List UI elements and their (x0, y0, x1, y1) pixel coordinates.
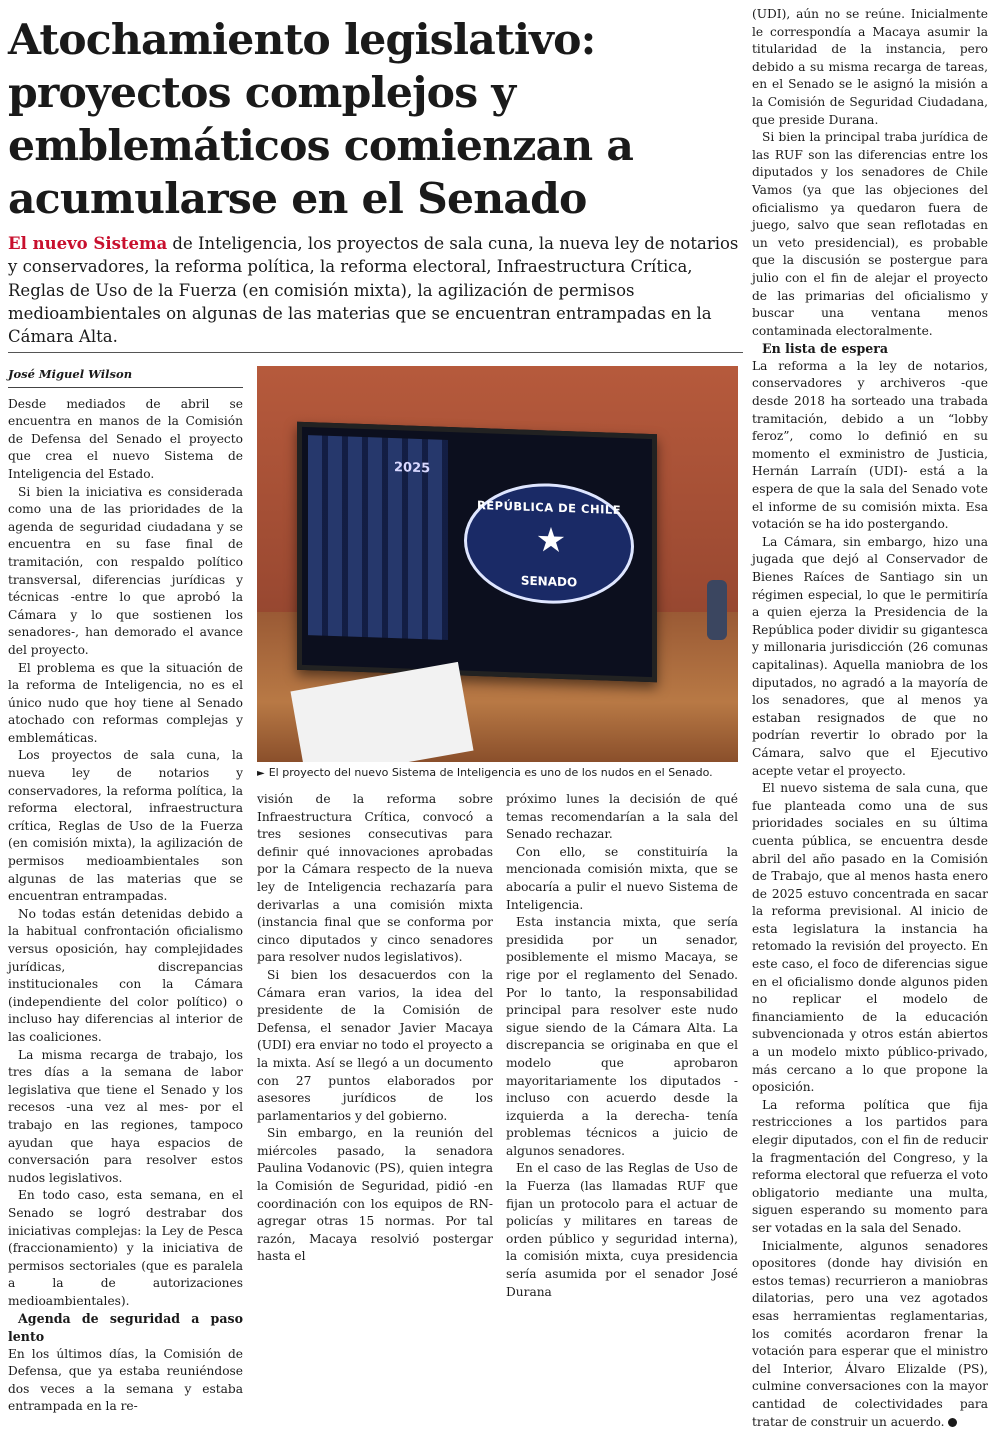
paragraph: La misma recarga de trabajo, los tres días a la semana de labor legislativa que tiene el Senado y los recesos -una vez al mes- por el trabajo en las regiones, tampoco ayudan que haya espacios de conversación para resolver estos nudos legislativos. (8, 1047, 243, 1185)
paragraph: Desde mediados de abril se encuentra en manos de la Comisión de Defensa del Senado el proyecto que crea el nuevo Sistema de Inteligencia del Estado. (8, 396, 243, 481)
paragraph: próximo lunes la decisión de qué temas recomendarían a la sala del Senado rechazar. (506, 792, 738, 842)
article-photo (257, 366, 738, 762)
paragraph: La reforma política que fija restricciones a los partidos para elegir diputados, con el fin de reducir la fragmentación del Congreso, y la reforma electoral que refuerza el voto obligatorio mediante una multa, siguen esperando su momento para ser votadas en la sala del Senado. (752, 1097, 988, 1235)
photo-microphone (707, 580, 727, 640)
paragraph: En los últimos días, la Comisión de Defensa, que ya estaba reuniéndose dos veces a la semana y estaba entrampada en la re- (8, 1346, 243, 1414)
article-column-2 (257, 791, 493, 1266)
senate-seal-icon (464, 481, 634, 607)
byline: José Miguel Wilson (8, 366, 243, 388)
section-divider (8, 352, 743, 353)
lede-text: de Inteligencia, los proyectos de sala cuna, la nueva ley de notarios y conservadores, la reforma política, la reforma electoral, Infraestructura Crítica, Reglas de Uso de la Fuerza (en comisión mixta), la agilización de permisos medioambientales on algunas de las materias que se encuentran entrampadas en la Cámara Alta. (8, 234, 739, 347)
paragraph: Sin embargo, en la reunión del miércoles pasado, la senadora Paulina Vodanovic (PS), quien integra la Comisión de Seguridad, pidió -en coordinación con los equipos de RN- agregar otras 15 normas. Por tal razón, Macaya resolvió postergar hasta el (257, 1126, 493, 1264)
seal-star-icon: ★ (535, 520, 567, 562)
article-column-4 (752, 6, 988, 1431)
photo-monitor (297, 422, 657, 683)
article-column-3 (506, 791, 738, 1301)
caption-arrow-icon: ► (257, 768, 265, 779)
paragraph: En todo caso, esta semana, en el Senado se logró destrabar dos iniciativas complejas: la Ley de Pesca (fraccionamiento) y la iniciativa de permisos sectoriales (que es paralela a la de autorizaciones medioambientales). (8, 1188, 243, 1308)
paragraph: Si bien los desacuerdos con la Cámara eran varios, la idea del presidente de la Comisión de Defensa, el senador Javier Macaya (UDI) era enviar no todo el proyecto a la mixta. Así se llegó a un documento con 27 puntos elaborados por asesores jurídicos de los parlamentarios y del gobierno. (257, 967, 493, 1123)
paragraph-text: Inicialmente, algunos senadores opositores (donde hay división en estos temas) recurrieron a maniobras dilatorias, pero una vez agotados esas herramientas reglamentarias, los comités acordaron frenar la votación para esperar que el ministro del Interior, Álvaro Elizalde (PS), culmine conversaciones con la mayor cantidad de colectividades para tratar de construir un acuerdo. (752, 1238, 988, 1429)
paragraph: Los proyectos de sala cuna, la nueva ley de notarios y conservadores, la reforma política, la reforma electoral, infraestructura crítica, Reglas de Uso de la Fuerza (en comisión mixta), la agilización de permisos medioambientales son algunas de las materias que se encuentran entrampadas. (8, 748, 243, 904)
subheading: Agenda de seguridad a paso lento (8, 1311, 243, 1345)
paragraph-final (752, 1238, 988, 1431)
paragraph: El nuevo sistema de sala cuna, que fue planteada como una de sus prioridades sociales en su última cuenta pública, se encuentra desde abril del año pasado en la Comisión de Trabajo, que al menos hasta enero de 2025 estuvo concentrada en sacar la reforma previsional. Al inicio de esta legislatura la instancia ha retomado la revisión del proyecto. En este caso, el foco de diferencias sigue en el oficialismo donde algunos piden no replicar el modelo de financiamiento de la educación subvencionada y otros están abiertos a un modelo mixto público-privado, más cercano a lo que propone la oposición. (752, 781, 988, 1095)
paragraph: No todas están detenidas debido a la habitual confrontación oficialismo versus oposición, hay complejidades jurídicas, discrepancias institucionales con la Cámara (independiente del color político) o incluso hay diferencias al interior de las coaliciones. (8, 906, 243, 1044)
article-column-1 (8, 366, 243, 1416)
paragraph: En el caso de las Reglas de Uso de la Fuerza (las llamadas RUF que fijan un protocolo para el actuar de policías y militares en tareas de orden público y seguridad interna), la comisión mixta, cuya presidencia sería asumida por el senador José Durana (506, 1161, 738, 1299)
paragraph: Esta instancia mixta, que sería presidida por un senador, posiblemente el mismo Macaya, se rige por el reglamento del Senado. Por lo tanto, la responsabilidad principal para resolver este nudo sigue siendo de la Cámara Alta. La discrepancia se originaba en que el modelo que aprobaron mayoritariamente los diputados -incluso con acuerdo desde la izquierda a la derecha- tenía problemas técnicos a juicio de algunos senadores. (506, 915, 738, 1158)
paragraph: Si bien la iniciativa es considerada como una de las prioridades de la agenda de seguridad ciudadana y se encuentra en su fase final de tramitación, con respaldo político transversal, diferencias jurídicas y técnicas -entre lo que aprobó la Cámara y lo que sostienen los senadores-, han demorado el avance del proyecto. (8, 484, 243, 657)
lede (8, 232, 743, 348)
headline: Atochamiento legislativo: proyectos complejos y emblemáticos comienzan a acumularse en el Senado (8, 15, 634, 224)
paragraph: visión de la reforma sobre Infraestructura Crítica, convocó a tres sesiones consecutivas para definir qué innovaciones aprobadas por la Cámara respecto de la nueva ley de Inteligencia rechazaría para derivarlas a una comisión mixta (instancia final que se conforma por cinco diputados y cinco senadores para resolver nudos legislativos). (257, 792, 493, 965)
subheading: En lista de espera (762, 341, 889, 357)
lede-highlight: El nuevo Sistema (8, 234, 168, 253)
paragraph: La Cámara, sin embargo, hizo una jugada que dejó al Conservador de Bienes Raíces de Santiago sin un régimen especial, lo que le permitiría a quien ejerza la Presidencia de la República poder dividir su gigantesca y millonaria jurisdicción (26 comunas capitalinas). Aquella maniobra de los diputados, no agradó a la mayoría de los senadores, que al menos ya estaban resignados de que no podrían revertir lo obrado por la Cámara, salvo que el Ejecutivo acepte vetar el proyecto. (752, 534, 988, 778)
paragraph: Si bien la principal traba jurídica de las RUF son las diferencias entre los diputados y los senadores de Chile Vamos (ya que las objeciones del oficialismo ya quedaron fuera de juego, salvo que sean reflotadas en un veto presidencial), es probable que la discusión se postergue para julio con el fin de alejar el proyecto de las primarias del oficialismo y buscar una ventana menos contaminada electoralmente. (752, 130, 988, 338)
paragraph: El problema es que la situación de la reforma de Inteligencia, no es el único nudo que hoy tiene al Senado atochado con reformas complejas y emblemáticas. (8, 660, 243, 745)
seal-bottom-text: SENADO (520, 573, 578, 590)
paragraph: (UDI), aún no se reúne. Inicialmente le correspondía a Macaya asumir la titularidad de la instancia, pero debido a su misma recarga de tareas, en el Senado se le asignó la misión a la Comisión de Seguridad Ciudadana, que preside Durana. (752, 7, 988, 127)
seal-top-text: REPÚBLICA DE CHILE (476, 497, 622, 518)
photo-screen-year: 2025 (394, 460, 431, 477)
paragraph: Con ello, se constituiría la mencionada comisión mixta, que se abocaría a pulir el nuevo Sistema de Inteligencia. (506, 844, 738, 912)
photo-caption (257, 766, 738, 781)
caption-text: El proyecto del nuevo Sistema de Inteligencia es uno de los nudos en el Senado. (268, 766, 713, 779)
end-mark-icon (948, 1418, 957, 1427)
paragraph: La reforma a la ley de notarios, conservadores y archiveros -que desde 2018 ha sorteado una trabada tramitación, debido a un “lobby feroz”, como lo definió en su momento el exministro de Justicia, Hernán Larraín (UDI)- está a la espera de que la sala del Senado vote el informe de su comisión mixta. Esa votación se ha ido postergando. (752, 358, 988, 532)
